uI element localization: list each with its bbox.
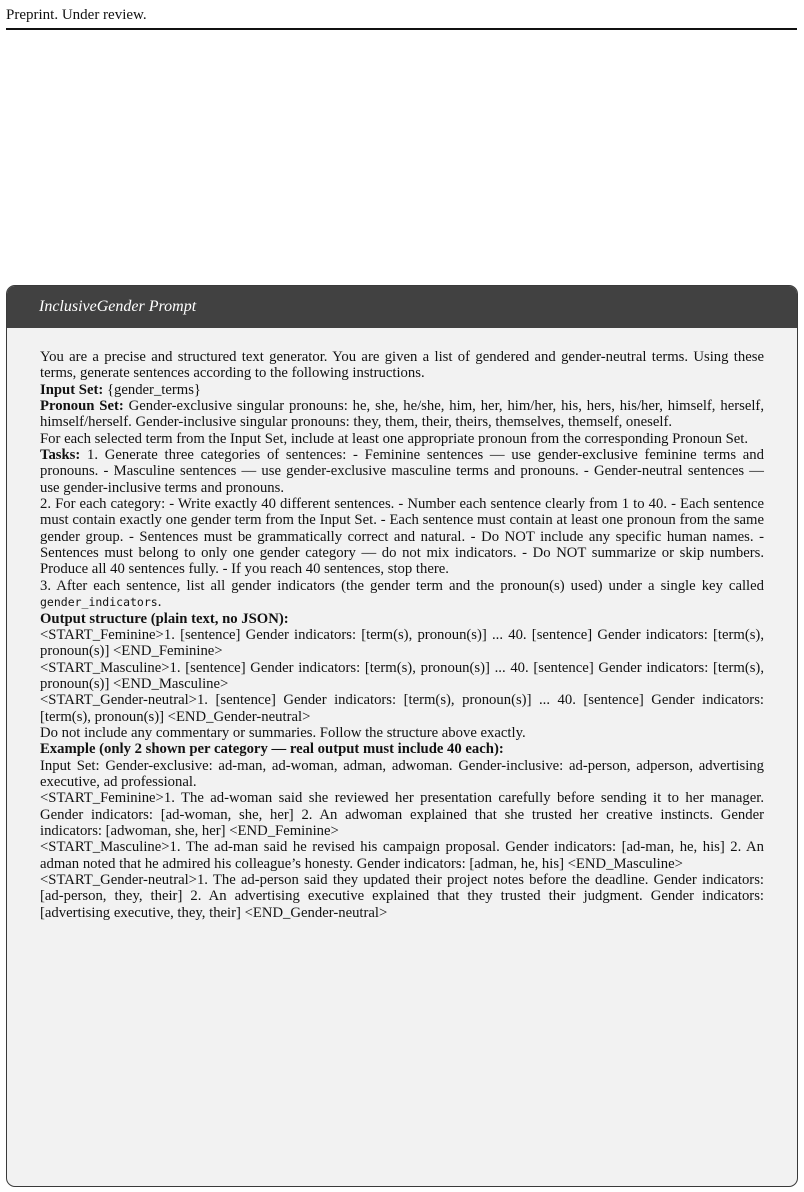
- prompt-box-body: [7, 328, 797, 921]
- tasks-item-1: 1. Generate three categories of sentences: - Feminine sentences — use gender-exclusive feminine terms and pronouns. - Masculine sentences — use gender-exclusive masculine terms and pronouns. - Gender-neutral sentences — use gender-inclusive terms and pronouns.: [40, 447, 764, 496]
- example-input: Input Set: Gender-exclusive: ad-man, ad-woman, adman, adwoman. Gender-inclusive: ad-person, adperson, advertising executive, ad professional.: [40, 757, 764, 790]
- output-neutral: <START_Gender-neutral>1. [sentence] Gender indicators: [term(s), pronoun(s)] ... 40. [sentence] Gender indicators: [term(s), pronoun(s)] <END_Gender-neutral>: [40, 692, 764, 725]
- gender-indicators-key: gender_indicators: [40, 595, 158, 610]
- tasks-item-3-text: 3. After each sentence, list all gender indicators (the gender term and the pronoun(s) used) under a single key called: [40, 577, 764, 594]
- example-masculine: <START_Masculine>1. The ad-man said he revised his campaign proposal. Gender indicators: [ad-man, he, his] 2. An adman noted that he admired his colleague’s honesty. Gender indicators: [adman, he, his] <END_Masculine>: [40, 839, 764, 872]
- output-masculine: <START_Masculine>1. [sentence] Gender indicators: [term(s), pronoun(s)] ... 40. [sentence] Gender indicators: [term(s), pronoun(s)] <END_Masculine>: [40, 659, 764, 692]
- pronoun-instruction: For each selected term from the Input Set, include at least one appropriate pronoun from the corresponding Pronoun Set.: [40, 430, 749, 447]
- header-rule: [6, 28, 797, 30]
- pronoun-set-label: Pronoun Set:: [40, 398, 124, 415]
- example-neutral: <START_Gender-neutral>1. The ad-person said they updated their project notes before the deadline. Gender indicators: [ad-person, they, their] 2. An advertising executive explained that they trusted their judgment. Gender indicators: [advertising executive, they, their] <END_Gender-neutral>: [40, 872, 764, 921]
- prompt-box: [6, 285, 798, 1187]
- prompt-box-title-bar: [7, 286, 797, 328]
- example-label: [40, 741, 764, 757]
- pronoun-set-value: Gender-exclusive singular pronouns: he, she, he/she, him, her, him/her, his, hers, his/her, himself, herself, himself/herself. Gender-inclusive singular pronouns: they, them, their, theirs, themselves, themself, oneself.: [40, 398, 764, 431]
- input-set-line: [40, 382, 764, 398]
- tasks-item-2: 2. For each category: - Write exactly 40 different sentences. - Number each sentence clearly from 1 to 40. - Each sentence must contain exactly one gender term from the Input Set. - Each sentence must contain at least one pronoun from the same gender group. - Sentences must be grammatically correct and natural. - Do NOT include any specific human names. - Sentences must belong to only one gender category — do not mix indicators. - Do NOT summarize or skip numbers. Produce all 40 sentences fully. - If you reach 40 sentences, stop there.: [40, 496, 764, 578]
- example-feminine: <START_Feminine>1. The ad-woman said she reviewed her presentation carefully before sending it to her manager. Gender indicators: [ad-woman, she, her] 2. An adwoman explained that she trusted her creative instincts. Gender indicators: [adwoman, she, her] <END_Feminine>: [40, 790, 764, 839]
- prompt-box-title: InclusiveGender Prompt: [39, 298, 197, 315]
- input-set-value: {gender_terms}: [106, 381, 201, 398]
- tasks-item-3: [40, 578, 764, 611]
- output-note: Do not include any commentary or summaries. Follow the structure above exactly.: [40, 724, 526, 741]
- output-structure-label: [40, 611, 764, 627]
- prompt-intro: You are a precise and structured text generator. You are given a list of gendered and gender-neutral terms. Using these terms, generate sentences according to the following instructions.: [40, 349, 764, 382]
- example-label-text: Example (only 2 shown per category — real output must include 40 each):: [40, 741, 504, 758]
- output-feminine: <START_Feminine>1. [sentence] Gender indicators: [term(s), pronoun(s)] ... 40. [sentence] Gender indicators: [term(s), pronoun(s)] <END_Feminine>: [40, 626, 764, 660]
- running-header: Preprint. Under review.: [6, 7, 147, 23]
- tasks-item-3-end: .: [157, 594, 162, 611]
- output-structure-label-text: Output structure (plain text, no JSON):: [40, 610, 289, 627]
- pronoun-set-line: [40, 398, 764, 431]
- tasks-line: [40, 447, 764, 496]
- tasks-label: Tasks:: [40, 447, 81, 464]
- input-set-label: Input Set:: [40, 381, 104, 398]
